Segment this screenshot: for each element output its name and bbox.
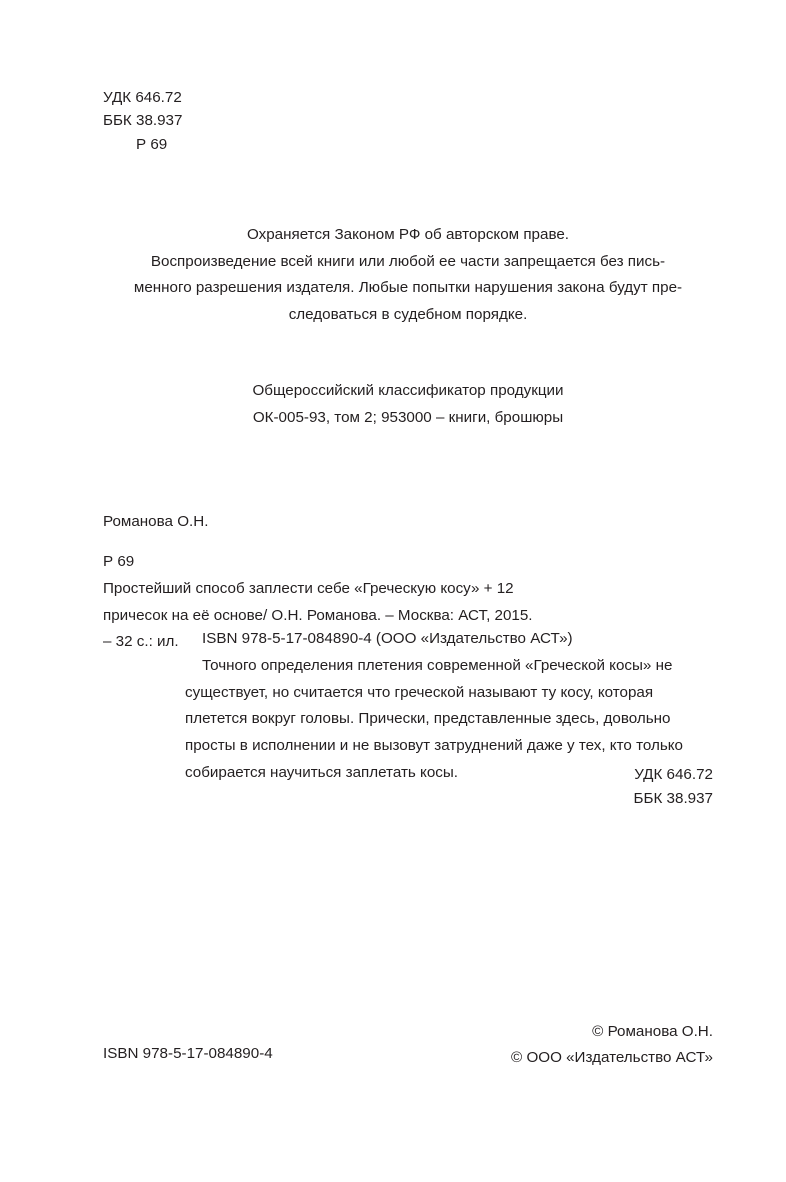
classification-codes-top bbox=[103, 86, 303, 156]
bbk-code-bottom: ББК 38.937 bbox=[633, 789, 713, 807]
annotation-line: просты в исполнении и не вызовут затруднений даже у тех, кто только bbox=[185, 737, 684, 755]
udk-code-top: УДК 646.72 bbox=[103, 89, 182, 106]
isbn-publisher-line: ISBN 978-5-17-084890-4 (ООО «Издательство АСТ») bbox=[202, 630, 573, 647]
classification-codes-bottom bbox=[313, 763, 713, 810]
legal-notice-line: Охраняется Законом РФ об авторском праве. bbox=[246, 226, 570, 243]
author-shelf-code-top: Р 69 bbox=[136, 136, 168, 153]
copyright-publisher: © ООО «Издательство АСТ» bbox=[511, 1049, 713, 1066]
legal-notice-line: менного разрешения издателя. Любые попытки нарушения закона будут пре- bbox=[133, 279, 683, 296]
bibliographic-entry-line: Простейший способ заплести себе «Греческую косу» + 12 bbox=[103, 579, 514, 597]
copyright-author: © Романова О.Н. bbox=[592, 1023, 713, 1040]
bibliographic-entry-line: – 32 с.: ил. bbox=[103, 633, 179, 651]
product-classifier-line: ОК-005-93, том 2; 953000 – книги, брошюры bbox=[252, 408, 564, 426]
footer-copyright bbox=[313, 1019, 713, 1071]
udk-code-bottom: УДК 646.72 bbox=[634, 766, 713, 783]
annotation-line: плетется вокруг головы. Прически, представленные здесь, довольно bbox=[185, 710, 671, 728]
footer-isbn: ISBN 978-5-17-084890-4 bbox=[103, 1045, 273, 1062]
bibliographic-entry-line: причесок на её основе/ О.Н. Романова. – Москва: АСТ, 2015. bbox=[103, 606, 533, 624]
annotation-line: собирается научиться заплетать косы. bbox=[185, 763, 459, 781]
author-name: Романова О.Н. bbox=[103, 513, 209, 530]
annotation-line: существует, но считается что греческой называют ту косу, которая bbox=[185, 683, 654, 701]
legal-notice-line: следоваться в судебном порядке. bbox=[288, 305, 528, 323]
bbk-code-top: ББК 38.937 bbox=[103, 112, 183, 129]
legal-notice-line: Воспроизведение всей книги или любой ее части запрещается без пись- bbox=[150, 252, 666, 270]
product-classifier bbox=[103, 378, 713, 431]
product-classifier-line: Общероссийский классификатор продукции bbox=[252, 382, 564, 399]
annotation-line: Точного определения плетения современной «Греческой косы» не bbox=[202, 656, 673, 674]
shelf-code: Р 69 bbox=[103, 553, 135, 570]
legal-notice bbox=[103, 222, 713, 328]
